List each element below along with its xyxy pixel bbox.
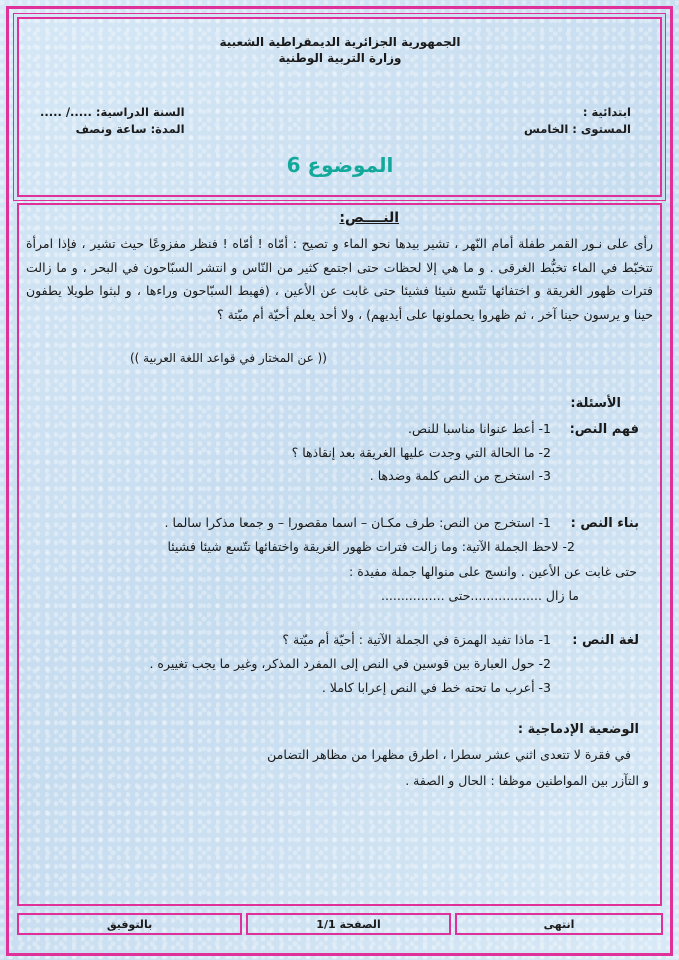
footer-luck: بالتوفيق [17, 913, 242, 935]
school-label: ابتدائية : [582, 105, 631, 119]
ministry-title: وزارة التربية الوطنية [278, 51, 402, 65]
structure-label: بناء النص : [570, 516, 639, 531]
header-titles [180, 34, 500, 66]
comprehension-q2: 2- ما الحالة التي وجدت عليها الغريقة بعد إنقاذها ؟ [291, 445, 551, 460]
comprehension-q3: 3- استخرج من النص كلمة وضدها . [369, 468, 551, 483]
structure-q2: 2- لاحظ الجملة الآتية: وما زالت فترات ظهور الغريقة واختفائها تتّسع شيئا فشيئا [167, 539, 575, 554]
structure-q1: 1- استخرج من النص: طرف مكـان – اسما مقصورا – و جمعا مذكرا سالما . [164, 515, 551, 530]
questions-title: الأسئلة: [570, 396, 621, 411]
language-q2: 2- حول العبارة بين قوسين في النص إلى المفرد المذكر، وغير ما يجب تغييره . [149, 656, 551, 671]
structure-q2-blank: ما زال ..................حتى ................ [380, 588, 579, 603]
structure-q2-cont: حتى غابت عن الأعين . وانسج على منوالها جملة مفيدة : [349, 564, 637, 579]
level-label: المستوى : الخامس [524, 122, 631, 136]
passage-source: (( عن المختار في قواعد اللغة العربية )) [130, 351, 327, 365]
language-q3: 3- أعرب ما تحته خط في النص إعرابا كاملا . [321, 680, 551, 695]
footer-page: الصفحة 1/1 [246, 913, 451, 935]
language-label: لغة النص : [572, 633, 639, 648]
year-label: السنة الدراسية: ...../ ..... [40, 105, 185, 119]
language-q1: 1- ماذا تفيد الهمزة في الجملة الآتية : أحيّة أم ميّتة ؟ [282, 632, 551, 647]
comprehension-q1: 1- أعط عنوانا مناسبا للنص. [408, 421, 551, 436]
header-right [524, 104, 631, 138]
duration-label: المدة: ساعة ونصف [75, 122, 185, 136]
passage-title: النــــص: [339, 210, 399, 226]
passage-text: رأى على نـور القمر طفلة أمام النّهر ، تشير بيدها نحو الماء و تصيح : أمّاه ! أمّاه ! فنظر مفزوعًا حيث تشير ، فإذا امرأة تتخبّط في الماء تخبُّط الغرقى . و ما هي إلا لحظات حتى اجتمع كثير من النّاس و انتشر السبّاحون في البحر ، و ما زالت فترات ظهور الغريقة و اختفائها تتّسع شيئا فشيئا حتى غابت عن الأعين ، (فهبط السبّاحون وراءها ، و لبثوا طويلا يطفون حينا و يرسون حينا آخر ، ثم ظهروا يحملونها على أيديهم) ، ولا أحد يعلم أحيّة أم ميّتة ؟ [26, 236, 653, 322]
footer-end: انتهى [455, 913, 663, 935]
integration-line1: في فقرة لا تتعدى اثني عشر سطرا ، اطرق مظهرا من مظاهر التضامن [267, 747, 631, 762]
integration-line2: و التآزر بين المواطنين موظفا : الحال و الصفة . [405, 773, 649, 788]
integration-label: الوضعية الإدماجية : [517, 722, 639, 737]
republic-title: الجمهورية الجزائرية الديمقراطية الشعبية [219, 35, 461, 49]
comprehension-label: فهم النص: [569, 422, 639, 437]
topic-title: الموضوع 6 [286, 153, 394, 177]
header-left [40, 104, 185, 138]
